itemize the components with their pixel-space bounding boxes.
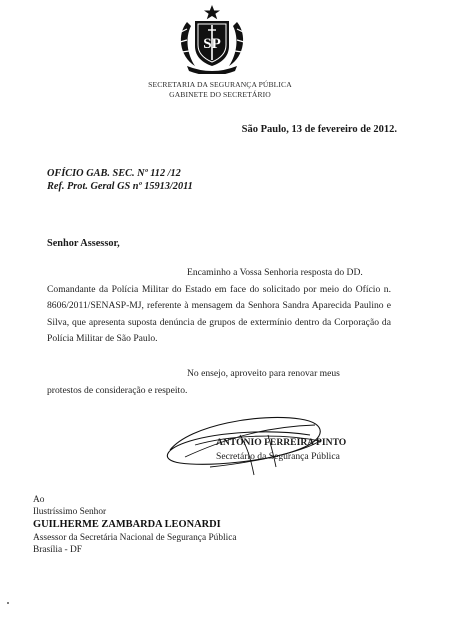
salutation: Senhor Assessor, [47, 238, 120, 249]
office-number: OFÍCIO GAB. SEC. Nº 112 /12 [47, 168, 181, 179]
signer-title: Secretário da Segurança Pública [216, 451, 340, 462]
document-date: São Paulo, 13 de fevereiro de 2012. [241, 124, 397, 135]
addressee-line-2: Ilustríssimo Senhor [33, 507, 107, 517]
scan-speck [7, 602, 9, 604]
header-cabinet: GABINETE DO SECRETÁRIO [169, 90, 271, 99]
paragraph-2-first-line: No ensejo, aproveito para renovar meus [187, 368, 340, 379]
addressee-line-1: Ao [33, 495, 45, 505]
body-paragraph-2 [47, 366, 391, 399]
paragraph-2-rest: protestos de consideração e respeito. [47, 384, 188, 396]
signer-name: ANTONIO FERREIRA PINTO [216, 437, 347, 448]
addressee-name: GUILHERME ZAMBARDA LEONARDI [33, 519, 221, 530]
paragraph-1-first-line: Encaminho a Vossa Senhoria resposta do DD. [187, 267, 363, 278]
body-paragraph-1 [47, 265, 391, 348]
sao-paulo-coat-of-arms-icon [173, 4, 251, 74]
paragraph-1-rest: Comandante da Polícia Militar do Estado em face do solicitado por meio do Ofício n. 8606/2011/SENASP-MJ, referente à mensagem da Senhora Sandra Aparecida Paulino e Silva, que apresenta suposta denúncia de grupos de extermínio dentro da Corporação da Polícia Militar de São Paulo. [47, 283, 391, 345]
addressee-role: Assessor da Secretária Nacional de Segurança Pública [33, 533, 237, 543]
addressee-location: Brasília - DF [33, 545, 82, 555]
header-secretariat: SECRETARIA DA SEGURANÇA PÚBLICA [148, 80, 292, 89]
protocol-reference: Ref. Prot. Geral GS nº 15913/2011 [47, 181, 193, 192]
crest-lettering: SP [203, 36, 221, 52]
